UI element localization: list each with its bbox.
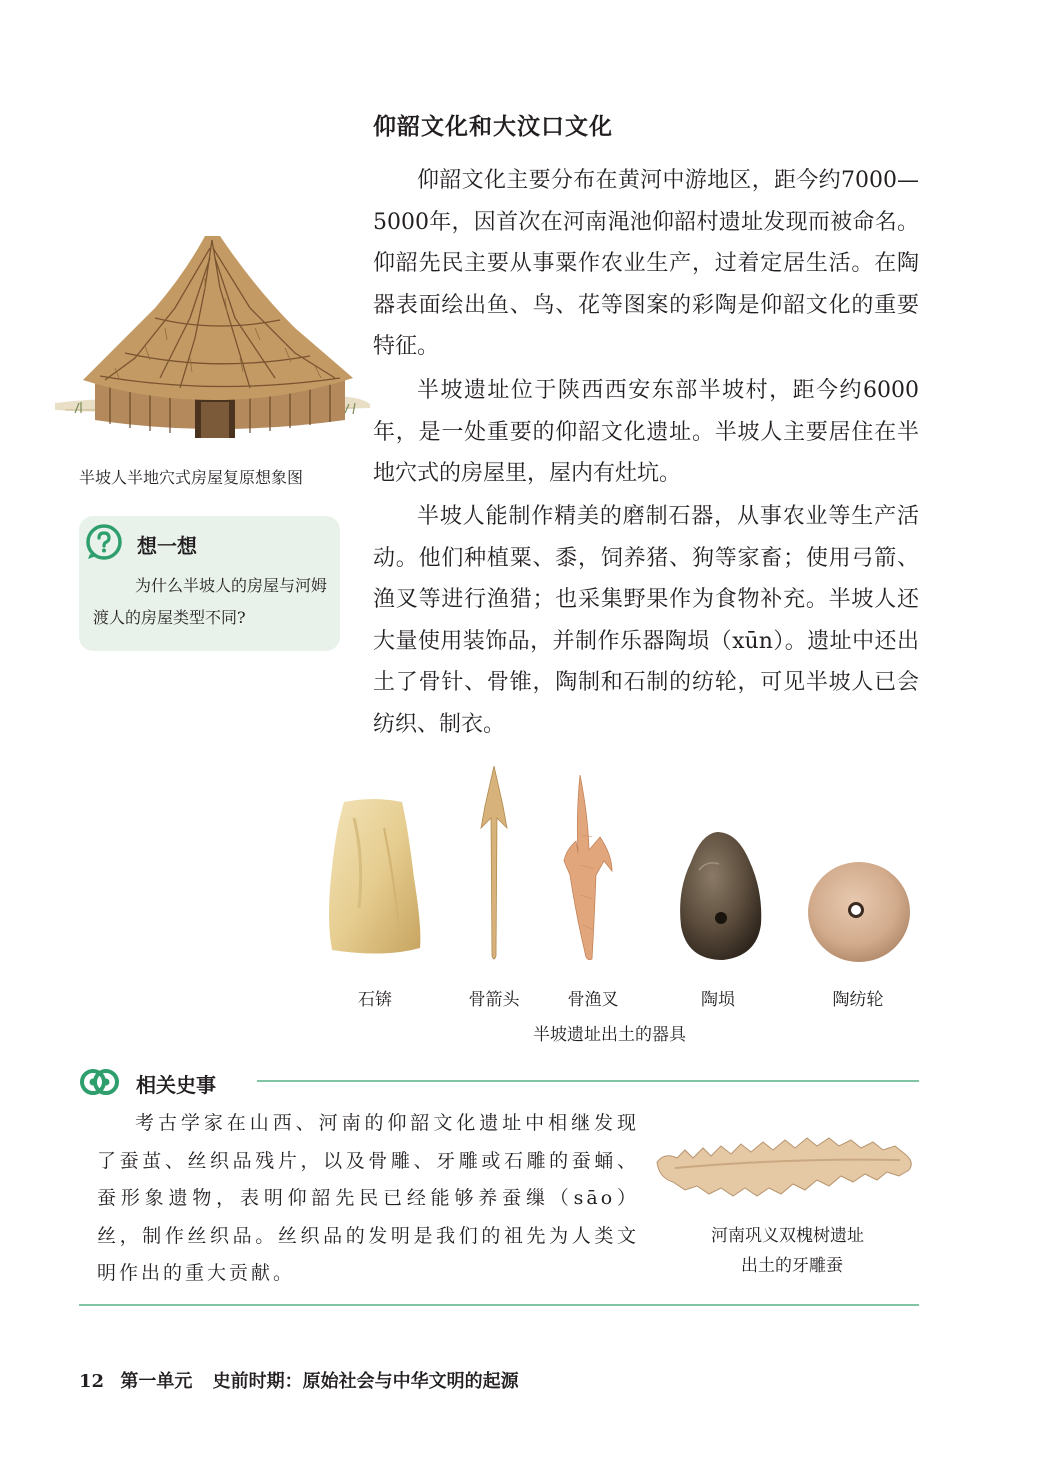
- silkworm-caption-line2: 出土的牙雕蚕: [741, 1256, 843, 1276]
- hut-caption: 半坡人半地穴式房屋复原想象图: [79, 468, 304, 487]
- stone-adze-image: [324, 798, 424, 958]
- question-icon: [86, 524, 122, 560]
- unit-label: 第一单元: [120, 1371, 193, 1392]
- related-divider-top: [257, 1080, 919, 1082]
- banpo-hut-illustration: [55, 228, 370, 446]
- page-footer: [79, 1367, 519, 1393]
- related-title: 相关史事: [136, 1073, 216, 1097]
- pottery-xun-image: [677, 830, 763, 962]
- think-box: [79, 516, 340, 651]
- paragraph-banpo-site: 半坡遗址位于陕西西安东部半坡村，距今约6000年，是一处重要的仰韶文化遗址。半坡人主要居住在半地穴式的房屋里，屋内有灶坑。: [373, 378, 919, 486]
- paragraph-yangshao: 仰韶文化主要分布在黄河中游地区，距今约7000—5000年，因首次在河南渑池仰韶村遗址发现而被命名。仰韶先民主要从事粟作农业生产，过着定居生活。在陶器表面绘出鱼、鸟、花等图案的彩陶是仰韶文化的重要特征。: [373, 168, 919, 359]
- artifact-label-spindle-whorl: 陶纺轮: [832, 990, 884, 1010]
- related-divider-bottom: [79, 1304, 919, 1306]
- artifact-label-stone-adze: 石锛: [358, 990, 392, 1010]
- bone-arrowhead-image: [479, 766, 509, 962]
- paragraph-banpo-life: 半坡人能制作精美的磨制石器，从事农业等生产活动。他们种植粟、黍，饲养猪、狗等家畜；使用弓箭、渔叉等进行渔猎；也采集野果作为食物补充。半坡人还大量使用装饰品，并制作乐器陶埙（xūn）。遗址中还出土了骨针、骨锥，陶制和石制的纺轮，可见半坡人已会纺织、制衣。: [373, 504, 919, 737]
- related-history-icon: [79, 1062, 119, 1102]
- chapter-title: 史前时期：原始社会与中华文明的起源: [212, 1371, 519, 1392]
- pottery-spindle-whorl-image: [806, 860, 912, 964]
- artifact-label-bone-arrowhead: 骨箭头: [468, 990, 520, 1010]
- bone-harpoon-image: [562, 775, 616, 961]
- artifact-label-pottery-xun: 陶埙: [701, 990, 735, 1010]
- artifact-label-bone-harpoon: 骨渔叉: [567, 990, 619, 1010]
- think-title: 想一想: [137, 534, 197, 558]
- artifacts-caption: 半坡遗址出土的器具: [533, 1025, 686, 1045]
- ivory-silkworm-image: [655, 1132, 915, 1204]
- related-text: 考古学家在山西、河南的仰韶文化遗址中相继发现了蚕茧、丝织品残片，以及骨雕、牙雕或石雕的蚕蛹、蚕形象遗物，表明仰韶先民已经能够养蚕缫（sāo）丝，制作丝织品。丝织品的发明是我们的祖先为人类文明作出的重大贡献。: [97, 1112, 639, 1284]
- section-title: 仰韶文化和大汶口文化: [373, 114, 613, 140]
- think-question: 为什么半坡人的房屋与河姆渡人的房屋类型不同?: [93, 576, 328, 627]
- page-number: 12: [79, 1371, 105, 1392]
- silkworm-caption-line1: 河南巩义双槐树遗址: [711, 1226, 864, 1246]
